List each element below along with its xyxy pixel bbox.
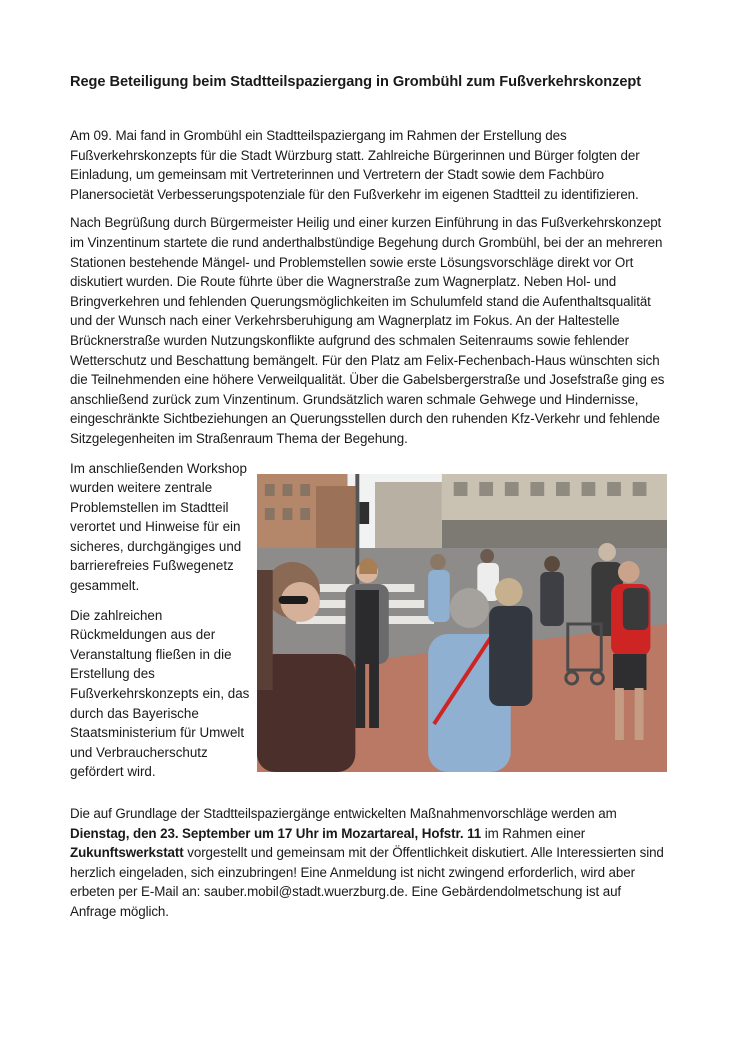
photo-building-left-shadow xyxy=(316,486,355,554)
intro-paragraph: Am 09. Mai fand in Grombühl ein Stadtteilspaziergang im Rahmen der Erstellung des Fußverkehrskonzepts für die Stadt Würzburg statt. Zahlreiche Bürgerinnen und Bürger folgten der Einladung, um gemeinsam mit Vertreterinnen und Vertretern der Stadt sowie dem Fachbüro Planersocietät Verbesserungspotenziale für den Fußverkehr im eigenen Stadtteil zu identifizieren. xyxy=(70,128,640,202)
announcement-text-1: Die auf Grundlage der Stadtteilspaziergänge entwickelten Maßnahmenvorschläge werden am xyxy=(70,806,617,821)
funding-paragraph: Die zahlreichen Rückmeldungen aus der Veranstaltung fließen in die Erstellung des Fußverkehrskonzepts ein, das durch das Bayerische Staatsministerium für Umwelt und Verbraucherschutz gefördert wird. xyxy=(70,607,250,780)
announcement-text-3: vorgestellt und gemeinsam mit der Öffentlichkeit diskutiert. Alle Interessierten sind herzlich eingeladen, sich einzubringen! Eine Anmeldung ist nicht zwingend erforderlich, wird aber erbeten per E-Mail an: sauber.mobil@stadt.wuerzburg.de. Eine Gebärdendolmetschung ist auf Anfrage möglich. xyxy=(70,845,664,919)
announcement-date-location: Dienstag, den 23. September um 17 Uhr im Mozartareal, Hofstr. 11 xyxy=(70,825,482,841)
route-paragraph: Nach Begrüßung durch Bürgermeister Heilig und einer kurzen Einführung in das Fußverkehrskonzept im Vinzentinum startete die rund anderthalbstündige Begehung durch Grombühl, bei der an mehreren Stationen bestehende Mängel- und Problemstellen sowie erste Lösungsvorschläge direkt vor Ort diskutiert wurden. Die Route führte über die Wagnerstraße zum Wagnerplatz. Neben Hol- und Bringverkehren und fehlenden Querungsmöglichkeiten im Schulumfeld stand die Aufenthaltsqualität und der Wunsch nach einer Verkehrsberuhigung am Wagnerplatz im Fokus. An der Haltestelle Brücknerstraße wurden Nutzungskonflikte aufgrund des schmalen Seitenraums sowie fehlender Wetterschutz und Beschattung bemängelt. Für den Platz am Felix-Fechenbach-Haus wünschten sich die Teilnehmenden eine höhere Verweilqualität. Über die Gabelsbergerstraße und Josefstraße ging es anschließend zurück zum Vinzentinum. Grundsätzlich waren schmale Gehwege und Hindernisse, eingeschränkte Sichtbeziehungen an Querungsstellen durch den ruhenden Kfz-Verkehr und fehlende Sitzgelegenheiten im Straßenraum Thema der Begehung. xyxy=(70,215,665,446)
article-title: Rege Beteiligung beim Stadtteilspaziergang in Grombühl zum Fußverkehrskonzept xyxy=(70,74,642,90)
photo-person-edge xyxy=(257,570,273,690)
photo-traffic-light xyxy=(359,502,369,524)
photo-building-middle xyxy=(375,482,442,548)
side-text-column xyxy=(70,459,257,793)
photo-building-shopfront xyxy=(442,520,667,548)
text-photo-section xyxy=(70,459,667,793)
announcement-event-name: Zukunftswerkstatt xyxy=(70,845,184,861)
workshop-paragraph: Im anschließenden Workshop wurden weitere zentrale Problemstellen im Stadtteil verortet und Hinweise für ein sicheres, durchgängiges und barrierefreies Fußwegenetz gesammelt. xyxy=(70,460,247,594)
event-announcement-paragraph xyxy=(70,804,667,922)
announcement-text-2: im Rahmen einer xyxy=(481,825,586,841)
event-photo xyxy=(257,474,667,772)
